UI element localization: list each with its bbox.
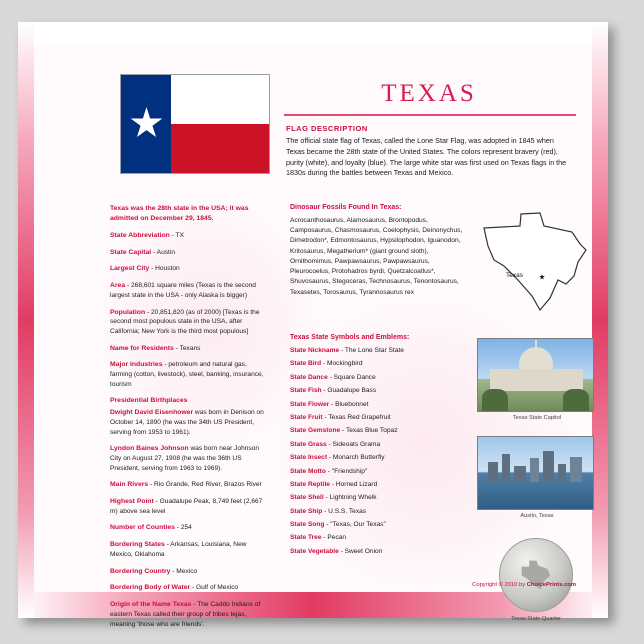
page-title: TEXAS — [381, 80, 477, 107]
fact-row — [110, 281, 270, 300]
symbol-row — [290, 533, 475, 543]
symbol-value: - Guadalupe Bass — [321, 387, 377, 395]
fact-label: Dwight David Eisenhower — [110, 409, 194, 417]
fact-label: Texas was the 28th state in the USA; it was admitted on December 29, 1845. — [110, 205, 249, 222]
symbol-label: State Vegetable — [290, 547, 339, 555]
symbol-label: State Grass — [290, 440, 327, 448]
texas-map-outline — [474, 210, 594, 315]
symbol-value: - Monarch Butterfly — [327, 454, 385, 462]
symbol-label: State Ship — [290, 507, 323, 515]
symbol-label: State Tree — [290, 534, 322, 542]
symbol-row — [290, 386, 475, 396]
symbol-label: State Motto — [290, 467, 326, 475]
symbol-row — [290, 467, 475, 477]
symbol-label: State Reptile — [290, 480, 330, 488]
fact-value: - Mexico — [170, 567, 198, 575]
tree-shape — [482, 389, 508, 411]
fact-label: Number of Counties — [110, 524, 175, 532]
building-shape — [514, 466, 526, 482]
texas-flag-image — [120, 74, 270, 174]
title-divider — [284, 114, 576, 116]
fact-row — [110, 248, 270, 258]
building-shape — [502, 454, 510, 482]
fact-label: Highest Point — [110, 497, 154, 505]
fact-row — [110, 567, 270, 577]
building-shape — [570, 457, 582, 482]
fact-label: Main Rivers — [110, 481, 149, 489]
fact-label: Major Industries — [110, 361, 163, 369]
fact-value: - Rio Grande, Red River, Brazos River — [148, 481, 262, 489]
symbol-label: State Dance — [290, 373, 328, 381]
symbol-value: - Pecan — [321, 534, 347, 542]
fact-label: Lyndon Baines Johnson — [110, 445, 189, 453]
fact-value: - The Caddo Indians of eastern Texas called their group of tribes tejas, meaning 'those who are friends'. — [110, 601, 261, 628]
capitol-photo — [477, 338, 594, 412]
fact-value: - Austin — [151, 248, 175, 256]
fact-row — [110, 396, 270, 406]
symbols-heading: Texas State Symbols and Emblems: — [290, 334, 410, 341]
symbol-label: State Insect — [290, 454, 328, 462]
flag-description-text: The official state flag of Texas, called the Lone Star Flag, was adopted in 1845 when Texas became the 28th state of the United States. The colors represent bravery (red), purity (white), and loyalty (blue). The large white star was first used on Texas flags in the 1830s during the battles between Texas and Mexico. — [286, 136, 567, 178]
fact-label: Presidential Birthplaces — [110, 397, 188, 405]
poster-page — [34, 44, 592, 628]
symbol-value: - Sideoats Grama — [326, 440, 381, 448]
fact-row — [110, 308, 270, 337]
fact-row — [110, 600, 270, 629]
symbol-label: State Gemstone — [290, 427, 341, 435]
symbol-value: - Sweet Onion — [338, 547, 383, 555]
symbol-value: - Texas Blue Topaz — [340, 427, 398, 435]
symbol-row — [290, 359, 475, 369]
symbol-label: State Bird — [290, 360, 322, 368]
copyright-notice — [472, 582, 576, 588]
capitol-caption: Texas State Capitol — [512, 415, 562, 421]
building-shape — [488, 462, 498, 482]
fact-label: Name for Residents — [110, 344, 174, 352]
fact-row — [110, 360, 270, 389]
quarter-caption: Texas State Quarter — [511, 616, 561, 622]
symbol-row — [290, 480, 475, 490]
fact-value: - 20,851,820 (as of 2000) [Texas is the second most populous state in the USA, after California; New York is the third most populous] — [110, 308, 260, 335]
copyright-brand: ChoicePrints.com — [526, 582, 576, 588]
symbol-row — [290, 373, 475, 383]
tree-shape — [563, 389, 589, 411]
fossils-section — [290, 204, 465, 298]
flag-white-stripe — [171, 75, 269, 124]
fossils-list: Acrocanthosaurus, Alamosaurus, Brontopodus, Camposaurus, Chasmosaurus, Coelophysis, Deinonychus, Dimetrodon*, Edmontosaurus, Hypsilophodon, Iguanodon, Kritosaurus, Megatherium* (giant ground sloth), Ornithomimus, Pawpawsaurus, Pawpawsaurus, Pleurocoelus, Protohadros byrdi, Quetzalcoatlus*, Shuvosaurus, Stegoceras, Technosaurus, Tenontosaurus, Texasetes, Torosaurus, Tyrannosaurus rex — [290, 217, 463, 296]
fact-row — [110, 444, 270, 473]
fact-row — [110, 204, 270, 224]
map-state-label: Texas — [506, 272, 523, 279]
frame-left-border — [18, 22, 34, 618]
fossils-heading: Dinosaur Fossils Found In Texas: — [290, 204, 402, 211]
fact-row — [110, 231, 270, 241]
fact-value: - Arkansas, Louisiana, New Mexico, Oklahoma — [110, 541, 247, 558]
poster — [18, 22, 608, 628]
fact-label: State Abbreviation — [110, 231, 170, 239]
fact-label: Bordering States — [110, 541, 165, 549]
symbol-row — [290, 493, 475, 503]
symbol-label: State Nickname — [290, 347, 340, 354]
fact-value: - Texans — [173, 344, 201, 352]
symbol-row — [290, 413, 475, 423]
building-shape — [543, 451, 554, 482]
fact-value: was born near Johnson City on August 27, 1908 (he was the 36th US President, serving from 1963 to 1969). — [110, 445, 260, 472]
symbol-label: State Flower — [290, 400, 330, 408]
texas-state-quarter-image — [499, 538, 573, 612]
symbol-label: State Song — [290, 521, 325, 529]
fact-row — [110, 497, 270, 516]
symbol-row — [290, 426, 475, 436]
symbol-value: - "Friendship" — [325, 467, 368, 475]
fact-label: Largest City — [110, 265, 150, 273]
symbol-row — [290, 400, 475, 410]
fact-value: - Guadalupe Peak, 8,749 feet (2,667 m) above sea level — [110, 497, 263, 515]
symbol-value: - Horned Lizard — [329, 480, 378, 488]
frame-right-border — [592, 22, 608, 618]
symbols-section — [290, 334, 475, 560]
symbol-label: State Fruit — [290, 413, 323, 421]
symbol-row — [290, 520, 475, 530]
fact-value: - TX — [169, 231, 184, 239]
fact-value: - Houston — [149, 265, 180, 273]
flag-description-heading: FLAG DESCRIPTION — [286, 124, 368, 133]
fact-value: was born in Denison on October 14, 1890 (he was the 34th US President, serving from 1953 to 1961). — [110, 409, 264, 436]
symbol-value: - The Lone Star State — [339, 347, 404, 354]
symbol-value: - Mockingbird — [321, 360, 363, 368]
symbol-value: - Texas Red Grapefruit — [322, 413, 391, 421]
fact-row — [110, 523, 270, 533]
fact-row — [110, 583, 270, 593]
symbol-value: - "Texas, Our Texas" — [324, 521, 386, 529]
building-shape — [530, 458, 539, 482]
symbol-value: - U.S.S. Texas — [322, 507, 367, 515]
symbol-row — [290, 440, 475, 450]
symbol-value: - Bluebonnet — [329, 400, 369, 408]
symbol-label: State Shell — [290, 494, 324, 502]
flag-red-stripe — [171, 124, 269, 173]
fact-row — [110, 408, 270, 437]
symbol-row — [290, 547, 475, 557]
symbol-value: - Square Dance — [327, 373, 376, 381]
fact-value: - Gulf of Mexico — [190, 584, 239, 592]
symbol-row — [290, 507, 475, 517]
fact-value: - 254 — [174, 524, 192, 532]
fact-label: State Capital — [110, 248, 152, 256]
symbol-row — [290, 346, 475, 356]
skyline-caption: Austin, Texas — [520, 513, 554, 519]
symbol-value: - Lightning Whelk — [323, 494, 377, 502]
building-shape — [558, 464, 566, 482]
fact-label: Bordering Body of Water — [110, 584, 191, 592]
fact-row — [110, 344, 270, 354]
fact-label: Bordering Country — [110, 567, 171, 575]
fact-row — [110, 480, 270, 490]
symbol-row — [290, 453, 475, 463]
copyright-text: Copyright © 2010 by — [472, 582, 527, 588]
capitol-building-shape — [490, 369, 583, 391]
fact-label: Population — [110, 308, 146, 316]
austin-skyline-photo — [477, 436, 594, 510]
fact-value: - 268,601 square miles (Texas is the second largest state in the USA - only Alaska is bigger) — [110, 282, 256, 300]
fact-label: Area — [110, 282, 126, 290]
fact-row — [110, 264, 270, 274]
fact-row — [110, 540, 270, 559]
fact-label: Origin of the Name Texas — [110, 601, 192, 609]
fact-value: - petroleum and natural gas, farming (cotton, livestock), steel, banking, insurance, tourism — [110, 361, 264, 388]
symbol-label: State Fish — [290, 387, 322, 395]
facts-column — [110, 204, 270, 636]
frame-top-border — [18, 22, 608, 44]
